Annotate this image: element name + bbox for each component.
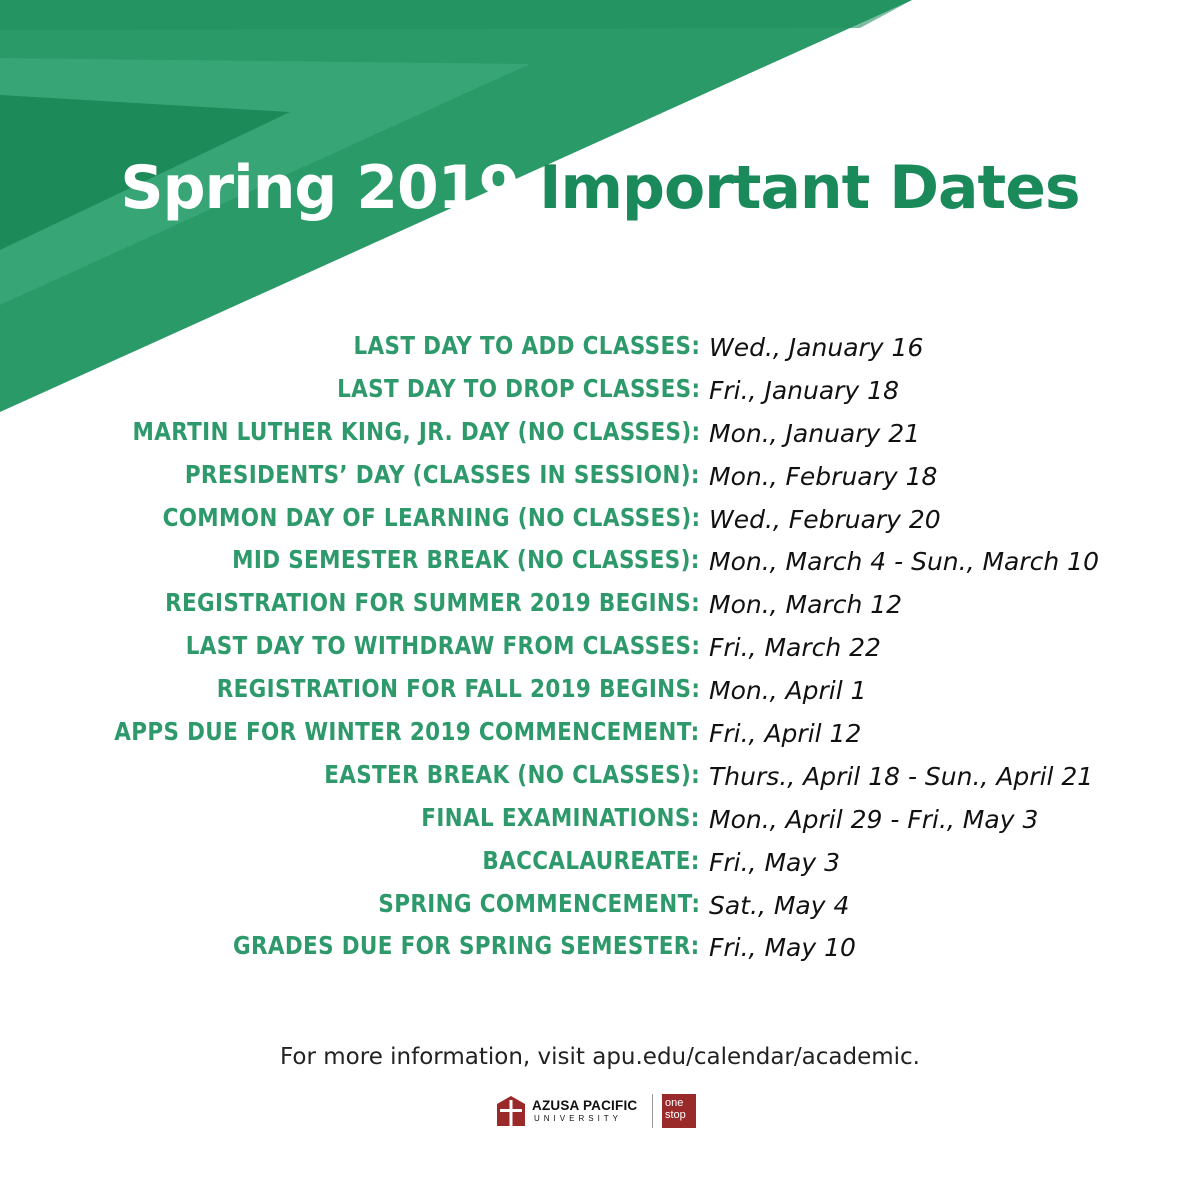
- date-label: [75, 498, 700, 538]
- date-label-text: GRADES DUE FOR SPRING SEMESTER:: [233, 931, 700, 961]
- date-row: [0, 412, 1200, 455]
- date-label: [278, 369, 700, 409]
- date-row: [0, 926, 1200, 969]
- date-label: [40, 412, 700, 452]
- date-value: Mon., January 21: [709, 418, 921, 448]
- date-value: Fri., January 18: [709, 375, 899, 405]
- date-value: Mon., March 12: [709, 590, 903, 620]
- date-label: [447, 841, 700, 881]
- page-title: [0, 148, 1200, 228]
- date-label-text: REGISTRATION FOR FALL 2019 BEGINS:: [216, 674, 700, 704]
- date-row: [0, 498, 1200, 541]
- onestop-line2: stop: [665, 1109, 686, 1121]
- date-label-text: BACCALAUREATE:: [482, 845, 700, 875]
- date-row: [0, 755, 1200, 798]
- date-label: [19, 712, 700, 752]
- date-value: Mon., February 18: [709, 461, 938, 491]
- date-value: Mon., March 4 - Sun., March 10: [709, 547, 1099, 577]
- date-row: [0, 626, 1200, 669]
- date-row: [0, 540, 1200, 583]
- logo-divider: [652, 1094, 653, 1128]
- onestop-logo: [662, 1094, 696, 1128]
- date-row: [0, 669, 1200, 712]
- date-value: Sat., May 4: [709, 890, 850, 920]
- date-label-text: APPS DUE FOR WINTER 2019 COMMENCEMENT:: [114, 717, 700, 747]
- footer-info-text: For more information, visit apu.edu/calendar/academic.: [280, 1044, 920, 1070]
- date-row: [0, 712, 1200, 755]
- title-white-part: Spring 2019: [120, 153, 540, 223]
- date-label: [297, 326, 700, 366]
- date-row: [0, 841, 1200, 884]
- date-row: [0, 326, 1200, 369]
- date-label: [376, 798, 700, 838]
- date-row: [0, 884, 1200, 927]
- date-value: Wed., February 20: [709, 504, 941, 534]
- date-label-text: LAST DAY TO WITHDRAW FROM CLASSES:: [185, 631, 700, 661]
- date-label-text: MID SEMESTER BREAK (NO CLASSES):: [232, 545, 700, 575]
- date-label: [263, 755, 700, 795]
- date-label-text: MARTIN LUTHER KING, JR. DAY (NO CLASSES):: [131, 416, 700, 446]
- date-label-text: LAST DAY TO DROP CLASSES:: [336, 373, 700, 403]
- date-value: Fri., April 12: [709, 719, 862, 749]
- date-value: Mon., April 29 - Fri., May 3: [709, 804, 1039, 834]
- logo-university-name: AZUSA PACIFIC: [532, 1098, 638, 1113]
- date-label-text: COMMON DAY OF LEARNING (NO CLASSES):: [162, 502, 700, 532]
- date-value: Mon., April 1: [709, 676, 867, 706]
- date-label: [102, 626, 700, 666]
- date-value: Fri., March 22: [709, 633, 881, 663]
- dates-list: [0, 326, 1200, 969]
- date-label-text: EASTER BREAK (NO CLASSES):: [324, 759, 700, 789]
- date-row: [0, 583, 1200, 626]
- date-label-text: FINAL EXAMINATIONS:: [421, 802, 700, 832]
- logo-university-sub: UNIVERSITY: [534, 1114, 623, 1123]
- date-value: Wed., January 16: [709, 333, 924, 362]
- date-label-text: LAST DAY TO ADD CLASSES:: [353, 331, 700, 360]
- date-label-text: SPRING COMMENCEMENT:: [378, 888, 700, 918]
- date-row: [0, 369, 1200, 412]
- date-label: [157, 926, 700, 966]
- title-green-part: Important Dates: [539, 153, 1080, 223]
- apu-shield-icon: [494, 1094, 528, 1128]
- date-value: Fri., May 10: [709, 933, 856, 963]
- date-row: [0, 455, 1200, 498]
- date-label-text: REGISTRATION FOR SUMMER 2019 BEGINS:: [165, 588, 700, 618]
- date-label: [101, 455, 700, 495]
- date-label-text: PRESIDENTS’ DAY (CLASSES IN SESSION):: [185, 459, 700, 489]
- date-row: [0, 798, 1200, 841]
- onestop-line1: one: [665, 1097, 684, 1109]
- date-label: [138, 669, 700, 709]
- date-value: Thurs., April 18 - Sun., April 21: [709, 761, 1094, 791]
- date-label: [326, 884, 700, 924]
- date-value: Fri., May 3: [709, 847, 840, 877]
- date-label: [78, 583, 700, 623]
- date-label: [156, 540, 700, 580]
- apu-logo: [494, 1094, 714, 1128]
